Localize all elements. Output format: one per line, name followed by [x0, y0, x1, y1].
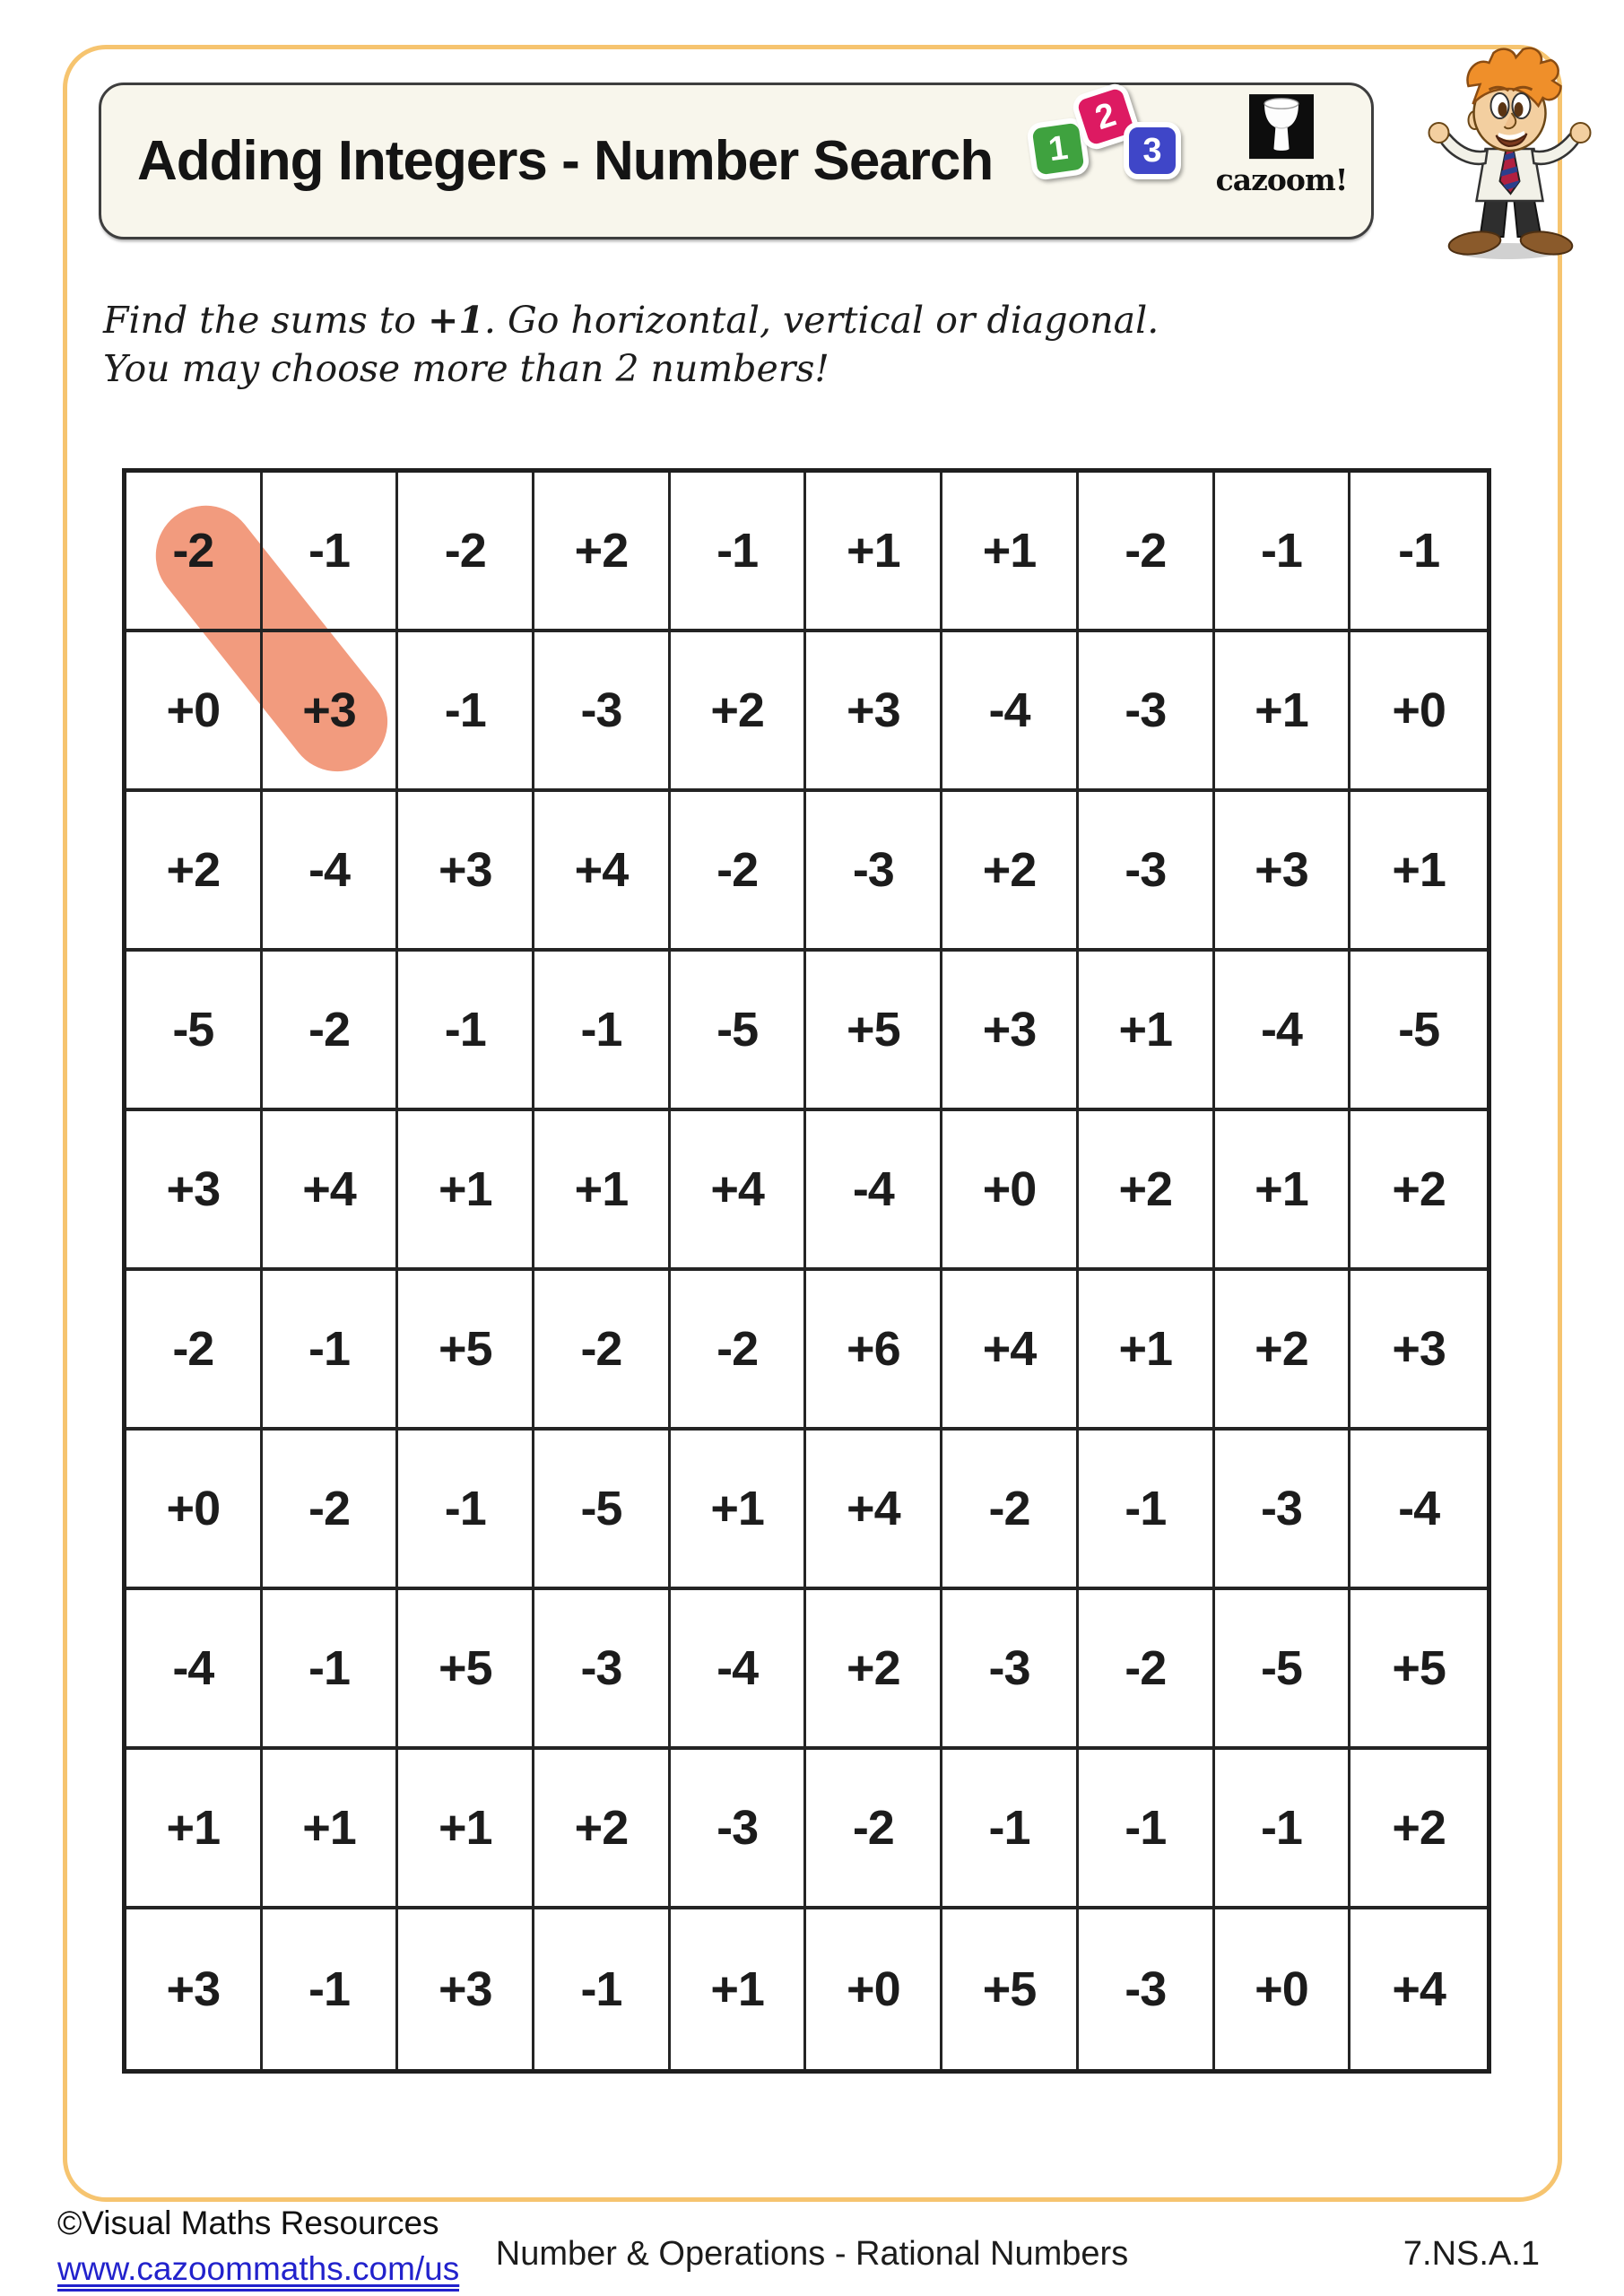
grid-cell: +2 [534, 473, 671, 632]
grid-cell: +3 [398, 1909, 534, 2069]
grid-cell: -2 [126, 1271, 263, 1431]
grid-cell: -3 [534, 632, 671, 792]
grid-cell: +3 [126, 1909, 263, 2069]
grid-cell: +5 [806, 952, 942, 1111]
grid-cell: +5 [398, 1271, 534, 1431]
grid-cell: -4 [671, 1590, 807, 1750]
grid-cell: -5 [126, 952, 263, 1111]
grid-cell: -2 [942, 1431, 1079, 1590]
grid-cell: -3 [1079, 1909, 1215, 2069]
grid-cell: +1 [806, 473, 942, 632]
grid-cell: +0 [1350, 632, 1487, 792]
badge-3-icon [1124, 122, 1181, 179]
grid-cell: +4 [671, 1111, 807, 1271]
grid-cell: -1 [671, 473, 807, 632]
instruction-text: Find the sums to [103, 299, 429, 342]
grid-cell: -1 [1079, 1750, 1215, 1909]
grid-cell: -5 [534, 1431, 671, 1590]
grid-cell: -1 [1215, 473, 1351, 632]
grid-cell: -2 [534, 1271, 671, 1431]
grid-cell: -1 [263, 1590, 399, 1750]
grid-cell: +2 [806, 1590, 942, 1750]
grid-cell: +2 [1079, 1111, 1215, 1271]
grid-cell: -1 [942, 1750, 1079, 1909]
grid-cell: +6 [806, 1271, 942, 1431]
grid-cell: -3 [671, 1750, 807, 1909]
grid-cell: +0 [1215, 1909, 1351, 2069]
grid-cell: +2 [126, 792, 263, 952]
grid-cell: +1 [671, 1431, 807, 1590]
grid-cell: -3 [806, 792, 942, 952]
grid-cell: +4 [534, 792, 671, 952]
grid-cell: +1 [1215, 1111, 1351, 1271]
grid-cell: -2 [263, 1431, 399, 1590]
grid-cell: -5 [1350, 952, 1487, 1111]
grid-cell: +0 [126, 1431, 263, 1590]
mascot-illustration [1415, 47, 1608, 262]
grid-cell: -2 [1079, 1590, 1215, 1750]
grid-cell: -4 [806, 1111, 942, 1271]
grid-cell: +1 [126, 1750, 263, 1909]
drum-icon [1249, 92, 1314, 164]
website-link[interactable]: www.cazoommaths.com/us [57, 2250, 459, 2292]
grid-cell: +0 [126, 632, 263, 792]
grid-cell: -1 [534, 952, 671, 1111]
grid-cell: -1 [263, 1271, 399, 1431]
grid-cell: -2 [671, 792, 807, 952]
grid-cell: +0 [942, 1111, 1079, 1271]
grid-cell: -3 [1079, 632, 1215, 792]
grid-cell: -3 [942, 1590, 1079, 1750]
badge-1-label: 1 [1046, 128, 1071, 169]
grid-cell: -3 [534, 1590, 671, 1750]
grid-cell: +5 [1350, 1590, 1487, 1750]
grid-cells [126, 473, 1487, 2069]
grid-cell: -2 [1079, 473, 1215, 632]
standard-code: 7.NS.A.1 [1403, 2235, 1540, 2273]
grid-cell: +5 [942, 1909, 1079, 2069]
grid-cell: +2 [1350, 1111, 1487, 1271]
badge-123-icon [1020, 85, 1218, 237]
grid-cell: +1 [1215, 632, 1351, 792]
grid-cell: -1 [263, 473, 399, 632]
grid-cell: +3 [1350, 1271, 1487, 1431]
grid-cell: +1 [398, 1111, 534, 1271]
header-box [99, 83, 1374, 239]
grid-cell: +0 [806, 1909, 942, 2069]
copyright-text: ©Visual Maths Resources [57, 2205, 439, 2241]
grid-cell: +2 [671, 632, 807, 792]
grid-cell: -5 [671, 952, 807, 1111]
grid-cell: +1 [671, 1909, 807, 2069]
grid-cell: +4 [263, 1111, 399, 1271]
grid-cell: -1 [398, 1431, 534, 1590]
page-title: Adding Integers - Number Search [137, 130, 994, 192]
grid-cell: +1 [942, 473, 1079, 632]
cazoom-logo [1213, 92, 1350, 197]
grid-cell: -2 [126, 473, 263, 632]
grid-cell: +2 [1350, 1750, 1487, 1909]
footer-topic: Number & Operations - Rational Numbers [495, 2235, 1129, 2273]
instruction-line-1 [103, 296, 1159, 344]
instructions [103, 296, 1159, 393]
target-sum: +1 [428, 299, 484, 342]
grid-cell: -1 [263, 1909, 399, 2069]
badge-2-label: 2 [1090, 95, 1121, 137]
instruction-line-2: You may choose more than 2 numbers! [103, 347, 829, 390]
grid-cell: -2 [806, 1750, 942, 1909]
cazoom-logo-text: cazoom! [1215, 162, 1348, 197]
grid-cell: +5 [398, 1590, 534, 1750]
grid-cell: -2 [671, 1271, 807, 1431]
grid-cell: +2 [1215, 1271, 1351, 1431]
grid-cell: -1 [534, 1909, 671, 2069]
grid-cell: +4 [806, 1431, 942, 1590]
grid-cell: -1 [398, 632, 534, 792]
grid-cell: +1 [1079, 1271, 1215, 1431]
grid-cell: +3 [398, 792, 534, 952]
grid-cell: +3 [1215, 792, 1351, 952]
instruction-text: . Go horizontal, vertical or diagonal. [483, 299, 1159, 342]
grid-cell: -4 [263, 792, 399, 952]
grid-cell: -4 [1350, 1431, 1487, 1590]
grid-cell: -3 [1215, 1431, 1351, 1590]
grid-cell: +2 [534, 1750, 671, 1909]
grid-cell: -4 [942, 632, 1079, 792]
grid-cell: -1 [1079, 1431, 1215, 1590]
grid-cell: +3 [263, 632, 399, 792]
grid-cell: -1 [1350, 473, 1487, 632]
grid-cell: +3 [942, 952, 1079, 1111]
grid-cell: +2 [942, 792, 1079, 952]
grid-cell: +1 [263, 1750, 399, 1909]
grid-cell: -4 [1215, 952, 1351, 1111]
grid-cell: -5 [1215, 1590, 1351, 1750]
grid-cell: +1 [398, 1750, 534, 1909]
grid-cell: +4 [942, 1271, 1079, 1431]
grid-cell: +3 [126, 1111, 263, 1271]
grid-cell: -2 [398, 473, 534, 632]
grid-cell: -1 [1215, 1750, 1351, 1909]
grid-cell: -3 [1079, 792, 1215, 952]
grid-cell: -4 [126, 1590, 263, 1750]
grid-cell: +1 [1079, 952, 1215, 1111]
grid-cell: -2 [263, 952, 399, 1111]
grid-cell: +1 [534, 1111, 671, 1271]
grid-cell: +4 [1392, 1962, 1446, 2016]
badge-3-label: 3 [1142, 131, 1162, 170]
grid-cell: -1 [398, 952, 534, 1111]
grid-cell: +3 [806, 632, 942, 792]
number-grid [122, 468, 1491, 2074]
grid-cell: +1 [1350, 792, 1487, 952]
